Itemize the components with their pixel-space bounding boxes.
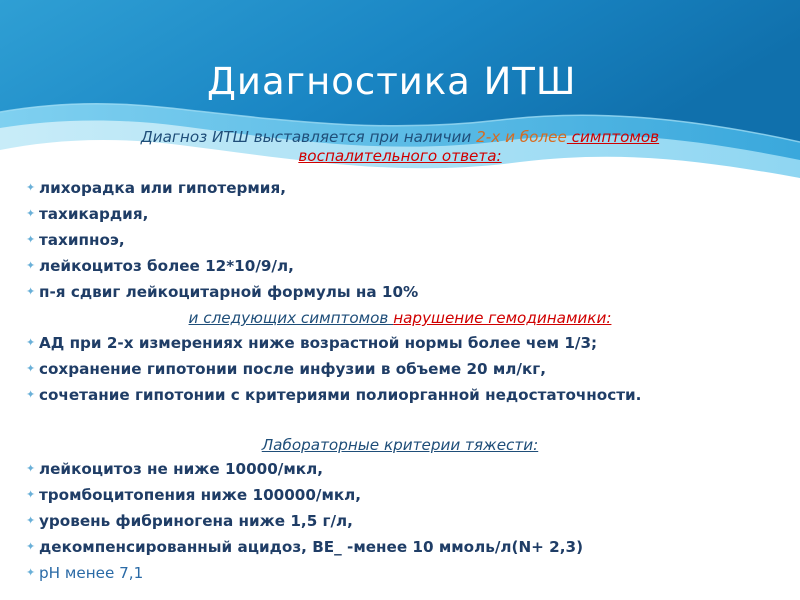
- intro-text: Диагноз ИТШ выставляется при наличии: [140, 128, 477, 146]
- list-item: ✦ уровень фибриногена ниже 1,5 г/л,: [26, 508, 776, 534]
- hemodynamics-highlight: нарушение гемодинамики:: [393, 309, 612, 327]
- star-bullet-icon: ✦: [26, 285, 36, 298]
- lab-criteria-list: [26, 456, 776, 586]
- intro-line-2: воспалительного ответа:: [298, 147, 502, 165]
- list-item: ✦ сочетание гипотонии с критериями полиорганной недостаточности.: [26, 382, 776, 408]
- list-item: ✦ тахипноэ,: [26, 227, 776, 253]
- list-item: ✦ АД при 2-х измерениях ниже возрастной нормы более чем 1/3;: [26, 330, 776, 356]
- list-item: ✦ лейкоцитоз более 12*10/9/л,: [26, 253, 776, 279]
- slide-title: Диагностика ИТШ: [207, 60, 577, 103]
- star-bullet-icon: ✦: [26, 388, 36, 401]
- star-bullet-icon: ✦: [26, 566, 36, 579]
- star-bullet-icon: ✦: [26, 336, 36, 349]
- star-bullet-icon: ✦: [26, 462, 36, 475]
- hemodynamics-criteria-list: [26, 330, 776, 408]
- star-bullet-icon: ✦: [26, 207, 36, 220]
- star-bullet-icon: ✦: [26, 362, 36, 375]
- intro-highlight-count: 2-х и более: [476, 128, 567, 146]
- list-item: ✦ тахикардия,: [26, 201, 776, 227]
- intro-highlight-symptoms: симптомов: [566, 128, 660, 146]
- list-item: ✦ сохранение гипотонии после инфузии в объеме 20 мл/кг,: [26, 356, 776, 382]
- star-bullet-icon: ✦: [26, 181, 36, 194]
- hemodynamics-heading: [60, 305, 740, 331]
- star-bullet-icon: ✦: [26, 233, 36, 246]
- list-item: ✦ pH менее 7,1: [26, 560, 776, 586]
- sirs-criteria-list: [26, 175, 776, 305]
- star-bullet-icon: ✦: [26, 259, 36, 272]
- star-bullet-icon: ✦: [26, 514, 36, 527]
- lab-criteria-heading: Лабораторные критерии тяжести:: [261, 436, 539, 454]
- star-bullet-icon: ✦: [26, 540, 36, 553]
- list-item: ✦ тромбоцитопения ниже 100000/мкл,: [26, 482, 776, 508]
- hemodynamics-text: и следующих симптомов: [188, 309, 394, 327]
- list-item: ✦ п-я сдвиг лейкоцитарной формулы на 10%: [26, 279, 776, 305]
- list-item: ✦ лихорадка или гипотермия,: [26, 175, 776, 201]
- list-item: ✦ декомпенсированный ацидоз, BE_ -менее 10 ммоль/л(N+ 2,3): [26, 534, 776, 560]
- star-bullet-icon: ✦: [26, 488, 36, 501]
- intro-line-1: [60, 128, 740, 147]
- list-item: ✦ лейкоцитоз не ниже 10000/мкл,: [26, 456, 776, 482]
